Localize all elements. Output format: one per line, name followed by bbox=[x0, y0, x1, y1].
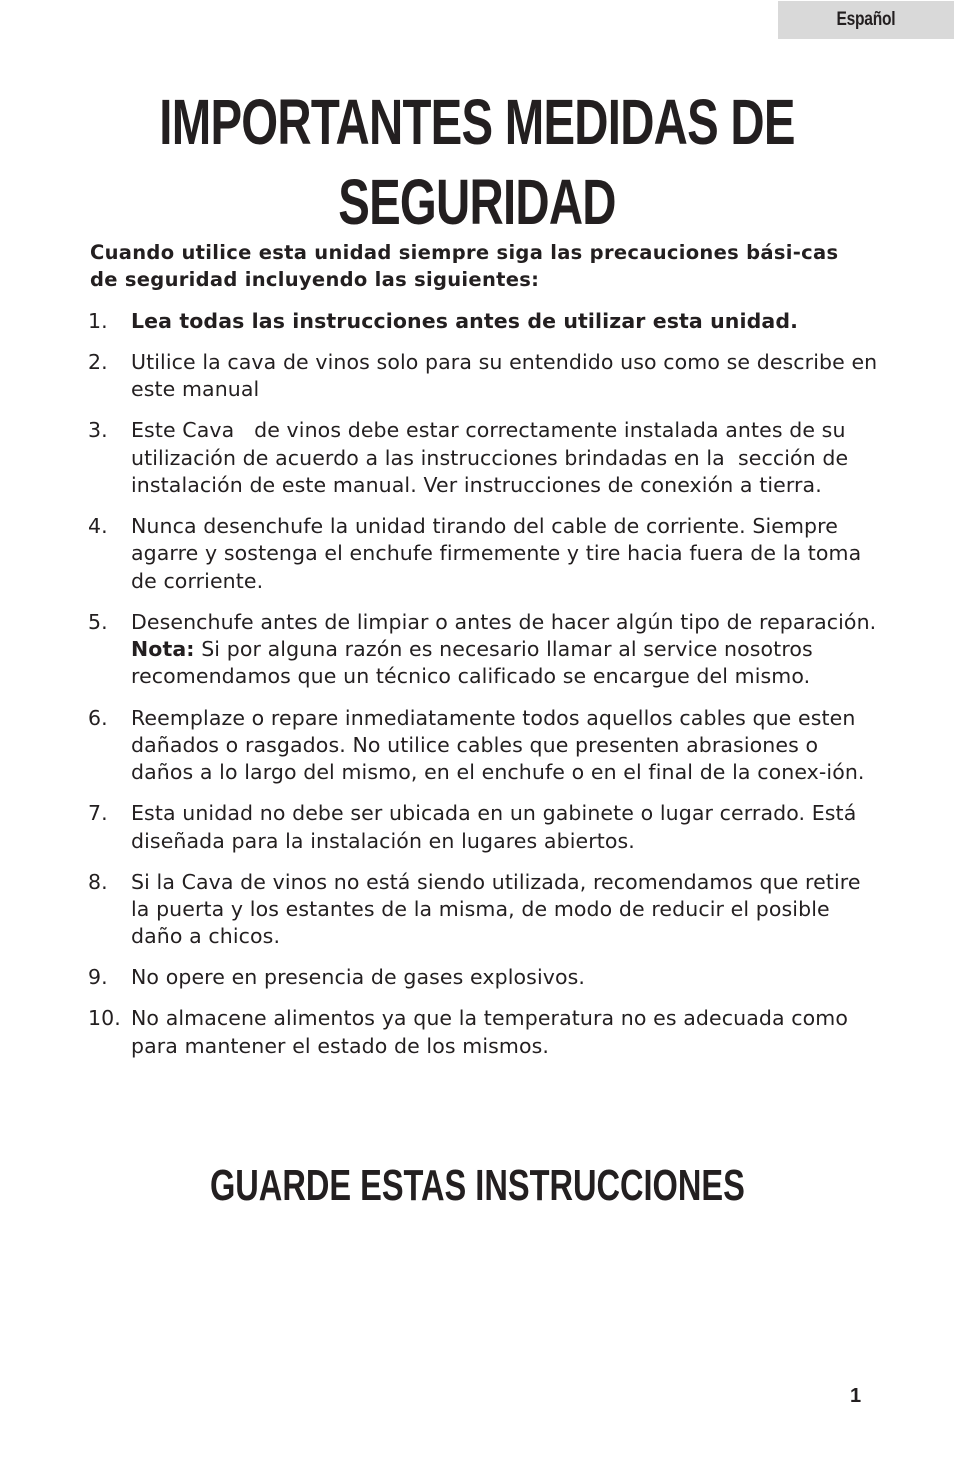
list-item bbox=[88, 417, 878, 499]
list-item bbox=[88, 609, 890, 691]
list-item-number: 10. bbox=[88, 1006, 121, 1031]
list-item bbox=[88, 800, 878, 855]
list-item-text: Este Cava de vinos debe estar correctamente instalada antes de su utilización de acuerdo a las instrucciones brindadas en la sección de instalación de este manual. Ver instrucciones de conexión a tierra. bbox=[131, 418, 855, 498]
list-item-text: Si la Cava de vinos no está siendo utilizada, recomendamos que retire la puerta y los estantes de la misma, de modo de reducir el posible daño a chicos. bbox=[131, 869, 861, 949]
list-item-number: 2. bbox=[88, 350, 108, 375]
list-item-number: 8. bbox=[88, 869, 108, 894]
list-item-text: No almacene alimentos ya que la temperatura no es adecuada como para mantener el estado de los mismos. bbox=[131, 1006, 848, 1058]
list-item-text: Esta unidad no debe ser ubicada en un gabinete o lugar cerrado. Está diseñada para la instalación en lugares abiertos. bbox=[131, 801, 857, 853]
list-item bbox=[88, 513, 878, 595]
list-item-text: Nunca desenchufe la unidad tirando del cable de corriente. Siempre agarre y sostenga el enchufe firmemente y tire hacia fuera de la toma de corriente. bbox=[131, 514, 862, 593]
list-item-text: No opere en presencia de gases explosivos. bbox=[131, 965, 586, 990]
list-item-number: 9. bbox=[88, 965, 108, 990]
list-item bbox=[88, 308, 878, 335]
list-item-text: Utilice la cava de vinos solo para su entendido uso como se describe en este manual bbox=[131, 350, 878, 402]
list-item-text: Lea todas las instrucciones antes de utilizar esta unidad. bbox=[131, 309, 798, 333]
language-tab-label: Español bbox=[836, 9, 896, 30]
language-tab bbox=[778, 1, 954, 39]
list-item bbox=[88, 964, 878, 991]
list-item bbox=[88, 1005, 878, 1060]
save-instructions-heading bbox=[0, 1158, 954, 1214]
page-title-line-2: SEGURIDAD bbox=[338, 166, 616, 238]
list-item-number: 5. bbox=[88, 609, 108, 634]
save-instructions-text: GUARDE ESTAS INSTRUCCIONES bbox=[209, 1161, 745, 1210]
page-number: 1 bbox=[850, 1385, 862, 1407]
list-item-text-continued: Si por alguna razón es necesario llamar al service nosotros recomendamos que un técnico calificado se encargue del mismo. bbox=[131, 637, 813, 689]
list-item-number: 4. bbox=[88, 514, 108, 539]
page-title-line-1: IMPORTANTES MEDIDAS DE bbox=[159, 86, 795, 158]
list-item bbox=[88, 349, 878, 404]
list-item-number: 3. bbox=[88, 418, 108, 443]
safety-list bbox=[88, 308, 890, 1074]
list-item bbox=[88, 869, 878, 951]
list-item-number: 1. bbox=[88, 309, 108, 333]
page-title bbox=[0, 82, 954, 242]
list-item-number: 6. bbox=[88, 705, 108, 730]
intro-paragraph: Cuando utilice esta unidad siempre siga las precauciones bási-cas de seguridad incluyendo las siguientes: bbox=[90, 241, 839, 291]
list-item-number: 7. bbox=[88, 801, 108, 826]
list-item-text: Reemplaze o repare inmediatamente todos aquellos cables que esten dañados o rasgados. No utilice cables que presenten abrasiones o daños a lo largo del mismo, en el enchufe o en el final de la conex-ión. bbox=[131, 705, 865, 785]
note-label: Nota: bbox=[131, 637, 195, 662]
list-item bbox=[88, 705, 878, 787]
list-item-text: Desenchufe antes de limpiar o antes de hacer algún tipo de reparación. bbox=[131, 609, 890, 634]
